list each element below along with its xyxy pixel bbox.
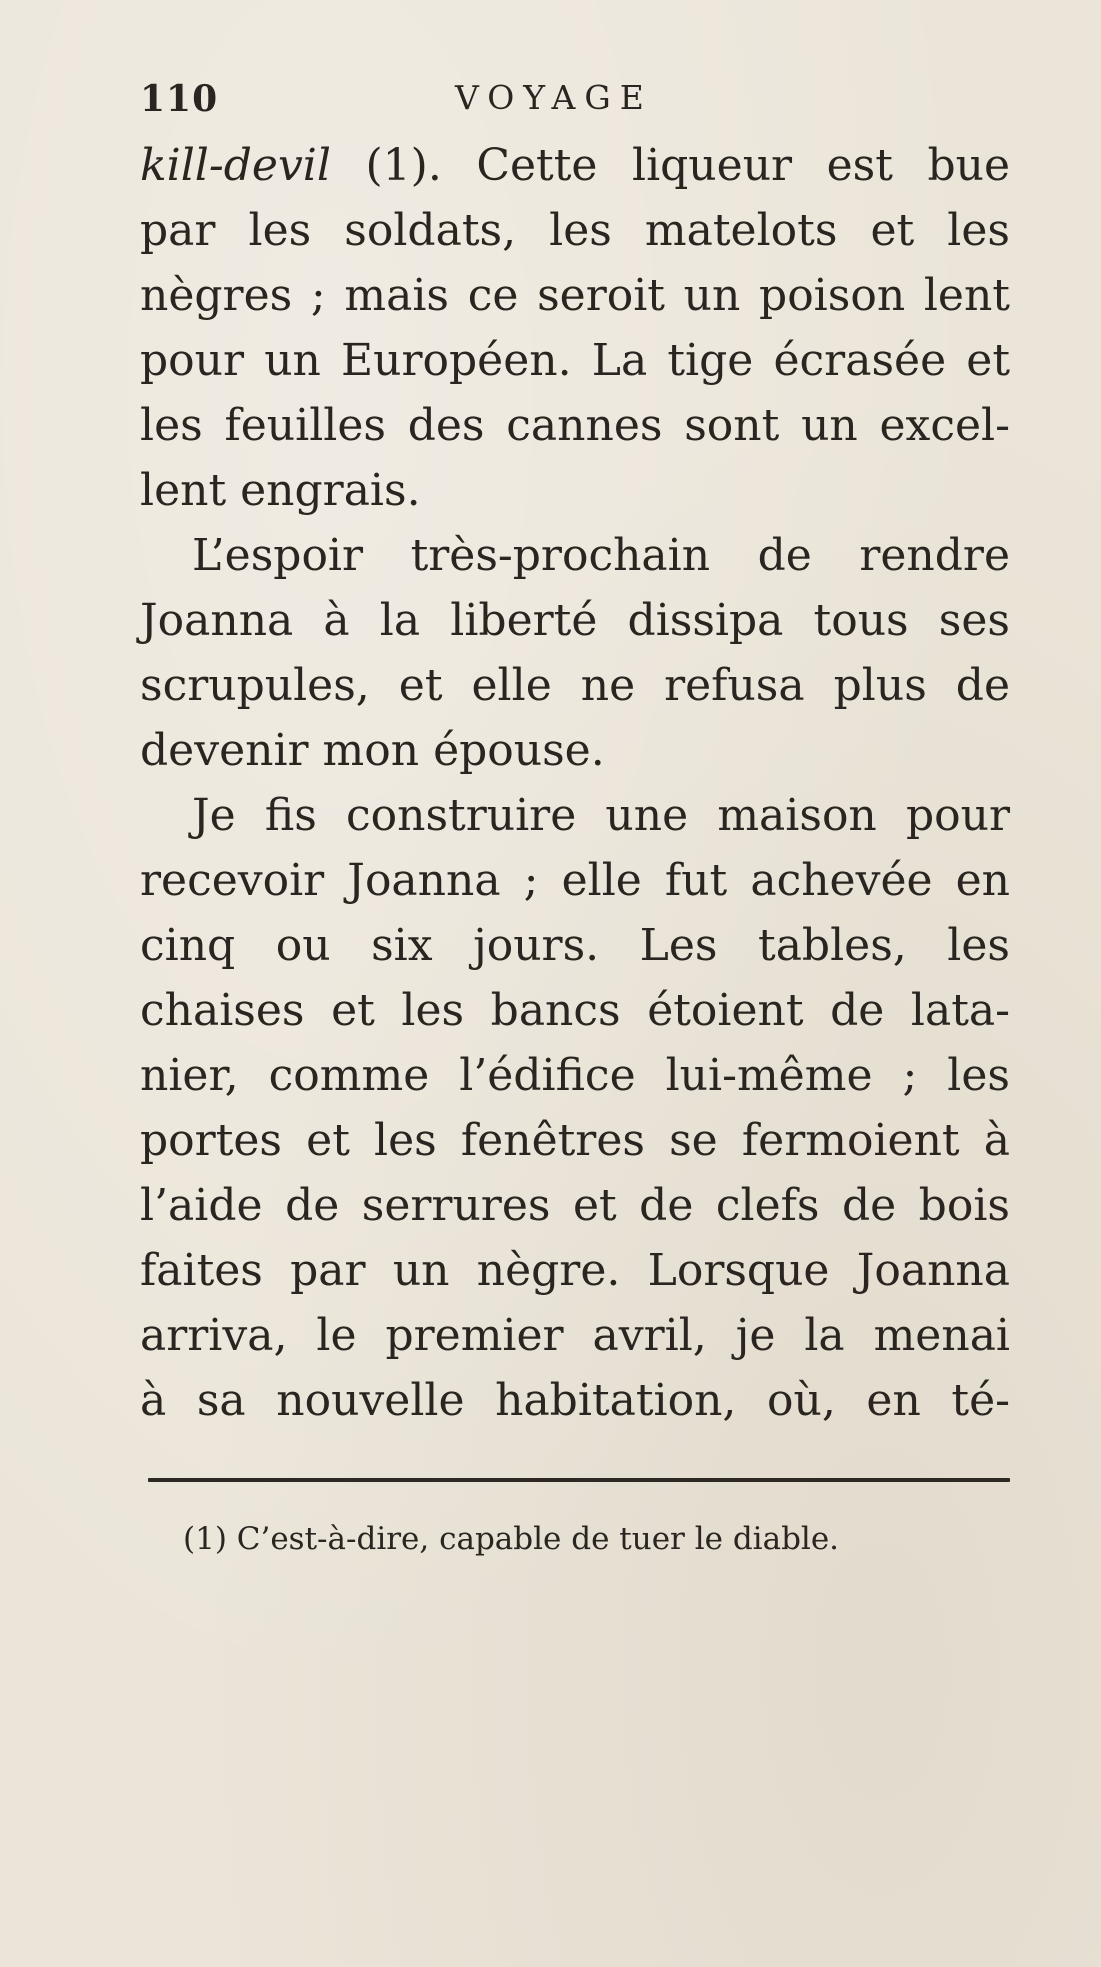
text-line: faites par un nègre. Lorsque Joanna [140, 1245, 1010, 1296]
text-line [140, 133, 1010, 198]
footnote-rule [148, 1478, 1010, 1482]
body-text [140, 133, 1010, 1433]
running-title: VOYAGE [455, 78, 653, 117]
text-line: par les soldats, les matelots et les [140, 205, 1010, 256]
text-line-rest: (1). Cette liqueur est bue [330, 140, 1010, 191]
text-line: scrupules, et elle ne refusa plus de [140, 660, 1010, 711]
text-line: pour un Européen. La tige écrasée et [140, 335, 1010, 386]
text-line: arriva, le premier avril, je la menai [140, 1310, 1010, 1361]
footnote: (1) C’est-à-dire, capable de tuer le diable. [183, 1521, 840, 1557]
italic-term: kill-devil [140, 140, 331, 191]
text-line: les feuilles des cannes sont un excel- [140, 400, 1010, 451]
text-line: devenir mon épouse. [140, 725, 605, 776]
text-line: chaises et les bancs étoient de lata- [140, 985, 1010, 1036]
running-head [140, 78, 1010, 128]
text-line: recevoir Joanna ; elle fut achevée en [140, 855, 1010, 906]
text-line: l’aide de serrures et de clefs de bois [140, 1180, 1010, 1231]
text-line: lent engrais. [140, 465, 421, 516]
text-line: nègres ; mais ce seroit un poison lent [140, 270, 1010, 321]
text-line: Joanna à la liberté dissipa tous ses [140, 595, 1010, 646]
text-line: L’espoir très-prochain de rendre [192, 530, 1010, 581]
text-line: nier, comme l’édifice lui-même ; les [140, 1050, 1010, 1101]
text-line: Je fis construire une maison pour [192, 790, 1010, 841]
text-line: portes et les fenêtres se fermoient à [140, 1115, 1010, 1166]
page-number: 110 [140, 78, 219, 120]
text-line: à sa nouvelle habitation, où, en té- [140, 1375, 1010, 1426]
text-line: cinq ou six jours. Les tables, les [140, 920, 1010, 971]
